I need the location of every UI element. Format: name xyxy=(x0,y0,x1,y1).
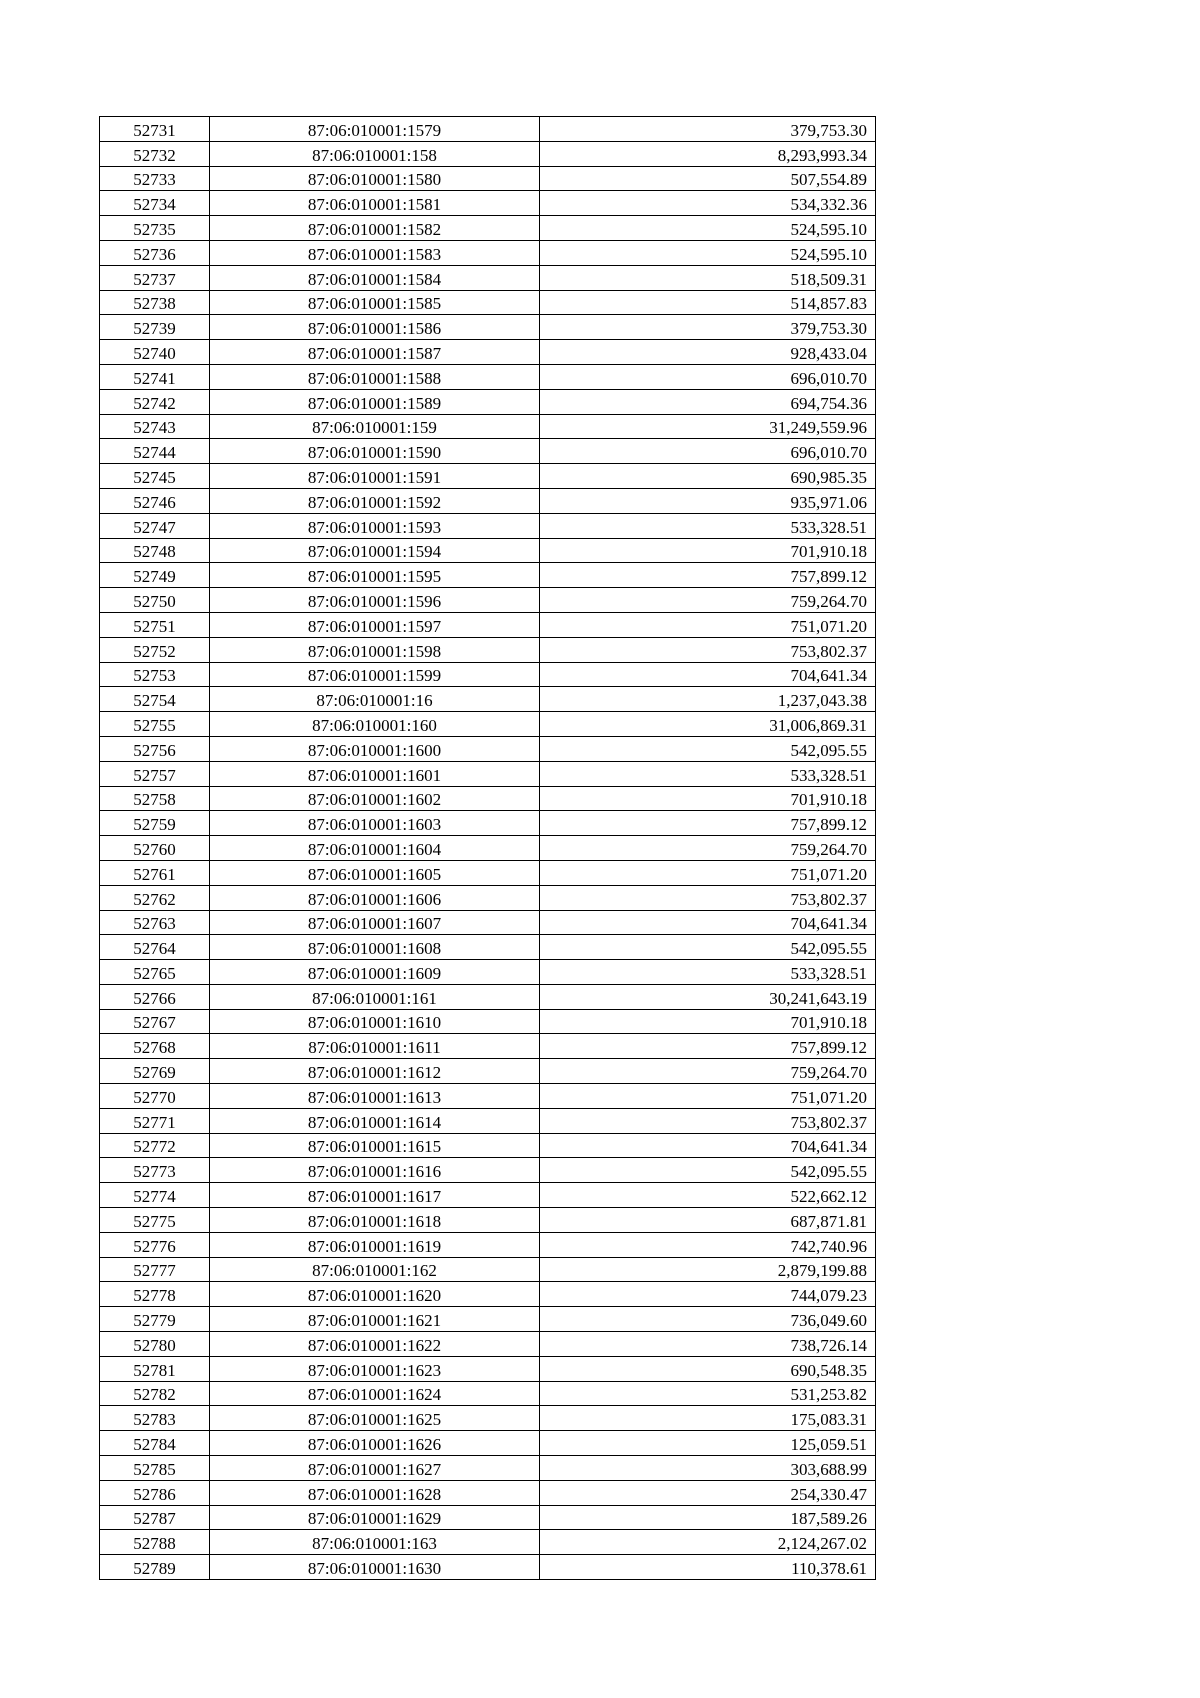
table-row xyxy=(100,1555,876,1580)
table-row xyxy=(100,166,876,191)
cadastral-number-cell: 87:06:010001:1599 xyxy=(210,662,540,687)
table-row xyxy=(100,364,876,389)
table-row xyxy=(100,1381,876,1406)
value-cell: 701,910.18 xyxy=(540,538,876,563)
cadastral-number-cell: 87:06:010001:1608 xyxy=(210,935,540,960)
table-row xyxy=(100,340,876,365)
table-row xyxy=(100,265,876,290)
cadastral-number-cell: 87:06:010001:1587 xyxy=(210,340,540,365)
table-row xyxy=(100,1034,876,1059)
value-cell: 2,879,199.88 xyxy=(540,1257,876,1282)
value-cell: 928,433.04 xyxy=(540,340,876,365)
row-number-cell: 52743 xyxy=(100,414,210,439)
value-cell: 744,079.23 xyxy=(540,1282,876,1307)
cadastral-number-cell: 87:06:010001:1591 xyxy=(210,464,540,489)
row-number-cell: 52750 xyxy=(100,588,210,613)
table-row xyxy=(100,191,876,216)
cadastral-number-cell: 87:06:010001:1603 xyxy=(210,811,540,836)
table-row xyxy=(100,960,876,985)
cadastral-number-cell: 87:06:010001:1596 xyxy=(210,588,540,613)
value-cell: 759,264.70 xyxy=(540,836,876,861)
row-number-cell: 52769 xyxy=(100,1059,210,1084)
row-number-cell: 52739 xyxy=(100,315,210,340)
value-cell: 542,095.55 xyxy=(540,736,876,761)
value-cell: 379,753.30 xyxy=(540,315,876,340)
row-number-cell: 52776 xyxy=(100,1232,210,1257)
row-number-cell: 52744 xyxy=(100,439,210,464)
row-number-cell: 52765 xyxy=(100,960,210,985)
value-cell: 522,662.12 xyxy=(540,1183,876,1208)
value-cell: 759,264.70 xyxy=(540,1059,876,1084)
row-number-cell: 52763 xyxy=(100,910,210,935)
cadastral-number-cell: 87:06:010001:1605 xyxy=(210,860,540,885)
cadastral-number-cell: 87:06:010001:1597 xyxy=(210,612,540,637)
table-row xyxy=(100,389,876,414)
value-cell: 125,059.51 xyxy=(540,1431,876,1456)
value-cell: 542,095.55 xyxy=(540,1158,876,1183)
row-number-cell: 52752 xyxy=(100,637,210,662)
table-row xyxy=(100,935,876,960)
value-cell: 533,328.51 xyxy=(540,513,876,538)
cadastral-number-cell: 87:06:010001:1609 xyxy=(210,960,540,985)
row-number-cell: 52737 xyxy=(100,265,210,290)
row-number-cell: 52778 xyxy=(100,1282,210,1307)
row-number-cell: 52753 xyxy=(100,662,210,687)
table-row xyxy=(100,662,876,687)
table-row xyxy=(100,1257,876,1282)
value-cell: 757,899.12 xyxy=(540,1034,876,1059)
table-row xyxy=(100,736,876,761)
cadastral-number-cell: 87:06:010001:1581 xyxy=(210,191,540,216)
cadastral-number-cell: 87:06:010001:1626 xyxy=(210,1431,540,1456)
value-cell: 935,971.06 xyxy=(540,488,876,513)
row-number-cell: 52775 xyxy=(100,1208,210,1233)
row-number-cell: 52745 xyxy=(100,464,210,489)
table-row xyxy=(100,612,876,637)
table-row xyxy=(100,1332,876,1357)
row-number-cell: 52754 xyxy=(100,687,210,712)
table-row xyxy=(100,1530,876,1555)
value-cell: 175,083.31 xyxy=(540,1406,876,1431)
row-number-cell: 52773 xyxy=(100,1158,210,1183)
cadastral-number-cell: 87:06:010001:1622 xyxy=(210,1332,540,1357)
table-row xyxy=(100,563,876,588)
row-number-cell: 52731 xyxy=(100,117,210,142)
cadastral-number-cell: 87:06:010001:1612 xyxy=(210,1059,540,1084)
table-row xyxy=(100,315,876,340)
value-cell: 690,548.35 xyxy=(540,1356,876,1381)
row-number-cell: 52733 xyxy=(100,166,210,191)
row-number-cell: 52777 xyxy=(100,1257,210,1282)
cadastral-number-cell: 87:06:010001:1586 xyxy=(210,315,540,340)
table-row xyxy=(100,141,876,166)
row-number-cell: 52766 xyxy=(100,984,210,1009)
cadastral-number-cell: 87:06:010001:1623 xyxy=(210,1356,540,1381)
row-number-cell: 52782 xyxy=(100,1381,210,1406)
table-row xyxy=(100,216,876,241)
table-row xyxy=(100,1431,876,1456)
value-cell: 31,249,559.96 xyxy=(540,414,876,439)
cadastral-number-cell: 87:06:010001:1595 xyxy=(210,563,540,588)
cadastral-number-cell: 87:06:010001:1593 xyxy=(210,513,540,538)
cadastral-number-cell: 87:06:010001:1585 xyxy=(210,290,540,315)
row-number-cell: 52757 xyxy=(100,761,210,786)
cadastral-number-cell: 87:06:010001:1602 xyxy=(210,786,540,811)
row-number-cell: 52732 xyxy=(100,141,210,166)
cadastral-number-cell: 87:06:010001:1594 xyxy=(210,538,540,563)
value-cell: 524,595.10 xyxy=(540,216,876,241)
row-number-cell: 52742 xyxy=(100,389,210,414)
value-cell: 254,330.47 xyxy=(540,1480,876,1505)
row-number-cell: 52761 xyxy=(100,860,210,885)
row-number-cell: 52779 xyxy=(100,1307,210,1332)
value-cell: 736,049.60 xyxy=(540,1307,876,1332)
table-row xyxy=(100,1456,876,1481)
row-number-cell: 52772 xyxy=(100,1133,210,1158)
value-cell: 31,006,869.31 xyxy=(540,712,876,737)
cadastral-number-cell: 87:06:010001:1610 xyxy=(210,1009,540,1034)
row-number-cell: 52768 xyxy=(100,1034,210,1059)
value-cell: 696,010.70 xyxy=(540,364,876,389)
value-cell: 701,910.18 xyxy=(540,786,876,811)
cadastral-number-cell: 87:06:010001:1625 xyxy=(210,1406,540,1431)
value-cell: 1,237,043.38 xyxy=(540,687,876,712)
row-number-cell: 52751 xyxy=(100,612,210,637)
cadastral-number-cell: 87:06:010001:1614 xyxy=(210,1108,540,1133)
value-cell: 542,095.55 xyxy=(540,935,876,960)
table-row xyxy=(100,1406,876,1431)
cadastral-number-cell: 87:06:010001:1628 xyxy=(210,1480,540,1505)
cadastral-number-cell: 87:06:010001:159 xyxy=(210,414,540,439)
value-cell: 704,641.34 xyxy=(540,910,876,935)
cadastral-number-cell: 87:06:010001:1619 xyxy=(210,1232,540,1257)
value-cell: 518,509.31 xyxy=(540,265,876,290)
row-number-cell: 52736 xyxy=(100,240,210,265)
cadastral-number-cell: 87:06:010001:1615 xyxy=(210,1133,540,1158)
value-cell: 704,641.34 xyxy=(540,662,876,687)
cadastral-number-cell: 87:06:010001:160 xyxy=(210,712,540,737)
row-number-cell: 52774 xyxy=(100,1183,210,1208)
table-row xyxy=(100,513,876,538)
table-row xyxy=(100,885,876,910)
value-cell: 507,554.89 xyxy=(540,166,876,191)
cadastral-number-cell: 87:06:010001:1627 xyxy=(210,1456,540,1481)
value-cell: 757,899.12 xyxy=(540,563,876,588)
cadastral-number-cell: 87:06:010001:1620 xyxy=(210,1282,540,1307)
table-row xyxy=(100,1307,876,1332)
value-cell: 687,871.81 xyxy=(540,1208,876,1233)
table-row xyxy=(100,687,876,712)
cadastral-number-cell: 87:06:010001:163 xyxy=(210,1530,540,1555)
value-cell: 701,910.18 xyxy=(540,1009,876,1034)
table-row xyxy=(100,811,876,836)
row-number-cell: 52755 xyxy=(100,712,210,737)
cadastral-number-cell: 87:06:010001:1601 xyxy=(210,761,540,786)
cadastral-number-cell: 87:06:010001:1630 xyxy=(210,1555,540,1580)
cadastral-number-cell: 87:06:010001:16 xyxy=(210,687,540,712)
row-number-cell: 52759 xyxy=(100,811,210,836)
table-row xyxy=(100,1158,876,1183)
row-number-cell: 52781 xyxy=(100,1356,210,1381)
value-cell: 696,010.70 xyxy=(540,439,876,464)
value-cell: 30,241,643.19 xyxy=(540,984,876,1009)
row-number-cell: 52785 xyxy=(100,1456,210,1481)
cadastral-number-cell: 87:06:010001:1621 xyxy=(210,1307,540,1332)
row-number-cell: 52756 xyxy=(100,736,210,761)
row-number-cell: 52789 xyxy=(100,1555,210,1580)
value-cell: 751,071.20 xyxy=(540,860,876,885)
cadastral-number-cell: 87:06:010001:1613 xyxy=(210,1084,540,1109)
row-number-cell: 52762 xyxy=(100,885,210,910)
cadastral-number-cell: 87:06:010001:1584 xyxy=(210,265,540,290)
cadastral-number-cell: 87:06:010001:1600 xyxy=(210,736,540,761)
cadastral-number-cell: 87:06:010001:1616 xyxy=(210,1158,540,1183)
value-cell: 379,753.30 xyxy=(540,117,876,142)
table-row xyxy=(100,414,876,439)
row-number-cell: 52738 xyxy=(100,290,210,315)
cadastral-number-cell: 87:06:010001:161 xyxy=(210,984,540,1009)
value-cell: 751,071.20 xyxy=(540,1084,876,1109)
cadastral-number-cell: 87:06:010001:162 xyxy=(210,1257,540,1282)
cadastral-number-cell: 87:06:010001:1590 xyxy=(210,439,540,464)
table-row xyxy=(100,712,876,737)
value-cell: 534,332.36 xyxy=(540,191,876,216)
table-row xyxy=(100,1232,876,1257)
table-row xyxy=(100,117,876,142)
table-row xyxy=(100,836,876,861)
cadastral-number-cell: 87:06:010001:1598 xyxy=(210,637,540,662)
row-number-cell: 52748 xyxy=(100,538,210,563)
cadastral-number-cell: 87:06:010001:1580 xyxy=(210,166,540,191)
value-cell: 533,328.51 xyxy=(540,761,876,786)
row-number-cell: 52783 xyxy=(100,1406,210,1431)
table-row xyxy=(100,1084,876,1109)
table-row xyxy=(100,910,876,935)
row-number-cell: 52747 xyxy=(100,513,210,538)
row-number-cell: 52740 xyxy=(100,340,210,365)
value-cell: 531,253.82 xyxy=(540,1381,876,1406)
cadastral-number-cell: 87:06:010001:1629 xyxy=(210,1505,540,1530)
row-number-cell: 52758 xyxy=(100,786,210,811)
row-number-cell: 52786 xyxy=(100,1480,210,1505)
table-row xyxy=(100,464,876,489)
table-row xyxy=(100,1505,876,1530)
value-cell: 759,264.70 xyxy=(540,588,876,613)
row-number-cell: 52746 xyxy=(100,488,210,513)
value-cell: 110,378.61 xyxy=(540,1555,876,1580)
row-number-cell: 52780 xyxy=(100,1332,210,1357)
table-row xyxy=(100,860,876,885)
table-row xyxy=(100,1133,876,1158)
value-cell: 524,595.10 xyxy=(540,240,876,265)
row-number-cell: 52770 xyxy=(100,1084,210,1109)
row-number-cell: 52771 xyxy=(100,1108,210,1133)
value-cell: 8,293,993.34 xyxy=(540,141,876,166)
row-number-cell: 52787 xyxy=(100,1505,210,1530)
row-number-cell: 52764 xyxy=(100,935,210,960)
value-cell: 187,589.26 xyxy=(540,1505,876,1530)
table-row xyxy=(100,488,876,513)
cadastral-number-cell: 87:06:010001:1606 xyxy=(210,885,540,910)
table-row xyxy=(100,290,876,315)
cadastral-number-cell: 87:06:010001:1607 xyxy=(210,910,540,935)
cadastral-number-cell: 87:06:010001:1589 xyxy=(210,389,540,414)
data-table xyxy=(99,116,876,1580)
table-row xyxy=(100,1208,876,1233)
value-cell: 303,688.99 xyxy=(540,1456,876,1481)
table-row xyxy=(100,439,876,464)
row-number-cell: 52749 xyxy=(100,563,210,588)
table-row xyxy=(100,1059,876,1084)
value-cell: 690,985.35 xyxy=(540,464,876,489)
table-row xyxy=(100,1108,876,1133)
table-row xyxy=(100,1480,876,1505)
table-row xyxy=(100,1183,876,1208)
table-row xyxy=(100,1356,876,1381)
cadastral-number-cell: 87:06:010001:1617 xyxy=(210,1183,540,1208)
value-cell: 2,124,267.02 xyxy=(540,1530,876,1555)
row-number-cell: 52735 xyxy=(100,216,210,241)
value-cell: 753,802.37 xyxy=(540,637,876,662)
table-row xyxy=(100,240,876,265)
row-number-cell: 52784 xyxy=(100,1431,210,1456)
row-number-cell: 52767 xyxy=(100,1009,210,1034)
cadastral-number-cell: 87:06:010001:1604 xyxy=(210,836,540,861)
cadastral-number-cell: 87:06:010001:1618 xyxy=(210,1208,540,1233)
value-cell: 753,802.37 xyxy=(540,1108,876,1133)
cadastral-number-cell: 87:06:010001:1588 xyxy=(210,364,540,389)
table-row xyxy=(100,588,876,613)
table-row xyxy=(100,984,876,1009)
value-cell: 704,641.34 xyxy=(540,1133,876,1158)
cadastral-number-cell: 87:06:010001:1582 xyxy=(210,216,540,241)
table-row xyxy=(100,761,876,786)
table-row xyxy=(100,1282,876,1307)
cadastral-number-cell: 87:06:010001:1624 xyxy=(210,1381,540,1406)
cadastral-number-cell: 87:06:010001:1579 xyxy=(210,117,540,142)
table-row xyxy=(100,1009,876,1034)
value-cell: 742,740.96 xyxy=(540,1232,876,1257)
cadastral-number-cell: 87:06:010001:1583 xyxy=(210,240,540,265)
cadastral-number-cell: 87:06:010001:1592 xyxy=(210,488,540,513)
row-number-cell: 52741 xyxy=(100,364,210,389)
table-row xyxy=(100,538,876,563)
table-body xyxy=(100,117,876,1580)
table-row xyxy=(100,637,876,662)
value-cell: 694,754.36 xyxy=(540,389,876,414)
row-number-cell: 52734 xyxy=(100,191,210,216)
value-cell: 757,899.12 xyxy=(540,811,876,836)
value-cell: 533,328.51 xyxy=(540,960,876,985)
cadastral-number-cell: 87:06:010001:1611 xyxy=(210,1034,540,1059)
cadastral-number-cell: 87:06:010001:158 xyxy=(210,141,540,166)
row-number-cell: 52760 xyxy=(100,836,210,861)
value-cell: 514,857.83 xyxy=(540,290,876,315)
value-cell: 738,726.14 xyxy=(540,1332,876,1357)
value-cell: 751,071.20 xyxy=(540,612,876,637)
value-cell: 753,802.37 xyxy=(540,885,876,910)
row-number-cell: 52788 xyxy=(100,1530,210,1555)
table-row xyxy=(100,786,876,811)
